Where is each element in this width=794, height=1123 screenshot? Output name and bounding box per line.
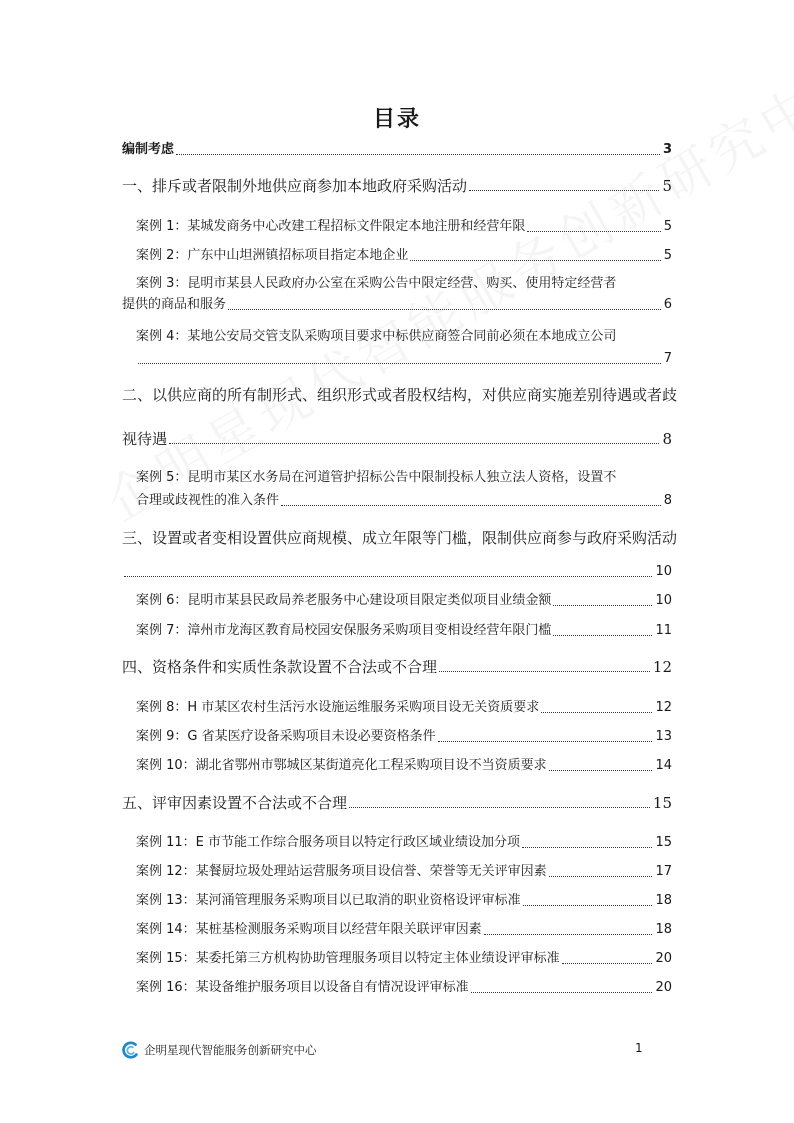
- toc-entry-section-4[interactable]: [122, 659, 672, 675]
- toc-entry-section-3-line1[interactable]: 三、设置或者变相设置供应商规模、成立年限等门槛，限制供应商参与政府采购活动: [122, 529, 678, 547]
- toc-page-number: 8: [662, 430, 672, 448]
- leader-dots: [484, 933, 653, 935]
- toc-entry-text: 案例 12：某餐厨垃圾处理站运营服务项目设信誉、荣誉等无关评审因素: [136, 864, 547, 879]
- toc-entry-text: 提供的商品和服务: [122, 297, 227, 312]
- toc-page-number: 7: [663, 351, 672, 366]
- toc-page-number: 18: [655, 922, 672, 937]
- toc-page-number: 5: [663, 248, 672, 263]
- toc-page-number: 10: [655, 593, 672, 608]
- toc-entry-section-2-line1[interactable]: 二、以供应商的所有制形式、组织形式或者股权结构，对供应商实施差别待遇或者歧: [122, 386, 678, 404]
- leader-dots: [138, 362, 661, 364]
- toc-page-number: 8: [663, 493, 672, 508]
- toc-title: 目录: [372, 107, 421, 132]
- toc-page-number: 18: [655, 893, 672, 908]
- toc-page-number: 20: [655, 980, 672, 995]
- leader-dots: [410, 259, 660, 261]
- toc-entry-case-4-line1[interactable]: 案例 4：某地公安局交管支队采购项目要求中标供应商签合同前必须在本地成立公司: [136, 329, 617, 344]
- toc-entry-text: 案例 1：某城发商务中心改建工程招标文件限定本地注册和经营年限: [136, 219, 526, 234]
- toc-entry-preface[interactable]: [122, 142, 672, 158]
- toc-entry-text: 一、排斥或者限制外地供应商参加本地政府采购活动: [122, 177, 468, 195]
- footer: [122, 1041, 317, 1059]
- toc-entry-case-2[interactable]: [136, 248, 672, 264]
- toc-page-number: 14: [655, 758, 672, 773]
- toc-page-number: 3: [662, 142, 672, 157]
- toc-entry-text: 案例 7：漳州市龙海区教育局校园安保服务采购项目变相设经营年限门槛: [136, 623, 552, 638]
- leader-dots: [549, 769, 653, 771]
- toc-entry-text: 案例 10：湖北省鄂州市鄂城区某街道亮化工程采购项目设不当资质要求: [136, 758, 547, 773]
- toc-entry-text: 案例 2：广东中山坦洲镇招标项目指定本地企业: [136, 248, 409, 263]
- toc-entry-case-12[interactable]: [136, 864, 672, 880]
- toc-entry-case-13[interactable]: [136, 893, 672, 909]
- toc-page-number: 20: [655, 951, 672, 966]
- toc-entry-case-5-line1[interactable]: 案例 5：昆明市某区水务局在河道管护招标公告中限制投标人独立法人资格，设置不: [136, 470, 617, 485]
- toc-page-number: 10: [655, 564, 672, 579]
- toc-entry-case-3-line1[interactable]: 案例 3：昆明市某县人民政府办公室在采购公告中限定经营、购买、使用特定经营者: [136, 276, 617, 291]
- toc-entry-text: 案例 16：某设备维护服务项目以设备自有情况设评审标准: [136, 980, 469, 995]
- toc-entry-section-1[interactable]: [122, 178, 672, 194]
- page-number: 1: [635, 1041, 643, 1055]
- leader-dots: [439, 670, 650, 672]
- toc-entry-case-8[interactable]: [136, 700, 672, 716]
- toc-entry-text: 案例 6：昆明市某县民政局养老服务中心建设项目限定类似项目业绩金额: [136, 593, 552, 608]
- toc-entry-section-3[interactable]: [122, 564, 672, 580]
- toc-entry-case-15[interactable]: [136, 951, 672, 967]
- leader-dots: [562, 962, 653, 964]
- toc-entry-text: 案例 9：G 省某医疗设备采购项目未设必要资格条件: [136, 729, 436, 744]
- toc-page-number: 15: [655, 835, 672, 850]
- toc-entry-section-2[interactable]: [122, 431, 672, 447]
- toc-page-number: 13: [655, 729, 672, 744]
- leader-dots: [169, 442, 659, 444]
- toc-page-number: 5: [663, 219, 672, 234]
- leader-dots: [471, 991, 653, 993]
- leader-dots: [527, 230, 660, 232]
- toc-page-number: 12: [655, 700, 672, 715]
- leader-dots: [541, 711, 652, 713]
- toc-page-number: 17: [655, 864, 672, 879]
- toc-entry-case-5[interactable]: [136, 493, 672, 509]
- toc-entry-case-9[interactable]: [136, 729, 672, 745]
- toc-entry-text: 案例 8：H 市某区农村生活污水设施运维服务采购项目设无关资质要求: [136, 700, 540, 715]
- toc-page-number: 15: [652, 794, 672, 812]
- company-logo-icon: [122, 1041, 140, 1059]
- leader-dots: [469, 189, 659, 191]
- toc-page-number: 12: [652, 658, 672, 676]
- toc-entry-case-3[interactable]: [122, 297, 672, 313]
- leader-dots: [281, 504, 661, 506]
- leader-dots: [438, 740, 653, 742]
- footer-org-name: 企明星现代智能服务创新研究中心: [144, 1043, 317, 1057]
- leader-dots: [124, 575, 652, 577]
- toc-entry-section-5[interactable]: [122, 795, 672, 811]
- toc-entry-text: 案例 14：某桩基检测服务采购项目以经营年限关联评审因素: [136, 922, 482, 937]
- toc-page-number: 5: [662, 177, 672, 195]
- leader-dots: [523, 904, 653, 906]
- leader-dots: [228, 308, 661, 310]
- toc-entry-case-11[interactable]: [136, 835, 672, 851]
- toc-entry-case-10[interactable]: [136, 758, 672, 774]
- toc-entry-text: 案例 13：某河涌管理服务采购项目以已取消的职业资格设评审标准: [136, 893, 521, 908]
- toc-entry-text: 编制考虑: [122, 142, 175, 157]
- toc-entry-case-7[interactable]: [136, 623, 672, 639]
- leader-dots: [549, 875, 653, 877]
- toc-entry-text: 合理或歧视性的准入条件: [136, 493, 280, 508]
- toc-page-number: 11: [655, 623, 672, 638]
- leader-dots: [176, 153, 660, 155]
- leader-dots: [553, 634, 652, 636]
- leader-dots: [553, 604, 652, 606]
- toc-entry-text: 四、资格条件和实质性条款设置不合法或不合理: [122, 658, 438, 676]
- toc-entry-case-16[interactable]: [136, 980, 672, 996]
- toc-entry-case-1[interactable]: [136, 219, 672, 235]
- toc-page-number: 6: [663, 297, 672, 312]
- toc-entry-case-6[interactable]: [136, 593, 672, 609]
- toc-entry-text: 视待遇: [122, 430, 168, 448]
- toc-entry-text: 案例 15：某委托第三方机构协助管理服务项目以特定主体业绩设评审标准: [136, 951, 560, 966]
- toc-entry-case-4[interactable]: [136, 351, 672, 367]
- leader-dots: [349, 806, 650, 808]
- toc-entry-text: 案例 11：E 市节能工作综合服务项目以特定行政区域业绩设加分项: [136, 835, 521, 850]
- toc-entry-text: 五、评审因素设置不合法或不合理: [122, 794, 348, 812]
- toc-entry-case-14[interactable]: [136, 922, 672, 938]
- leader-dots: [522, 846, 652, 848]
